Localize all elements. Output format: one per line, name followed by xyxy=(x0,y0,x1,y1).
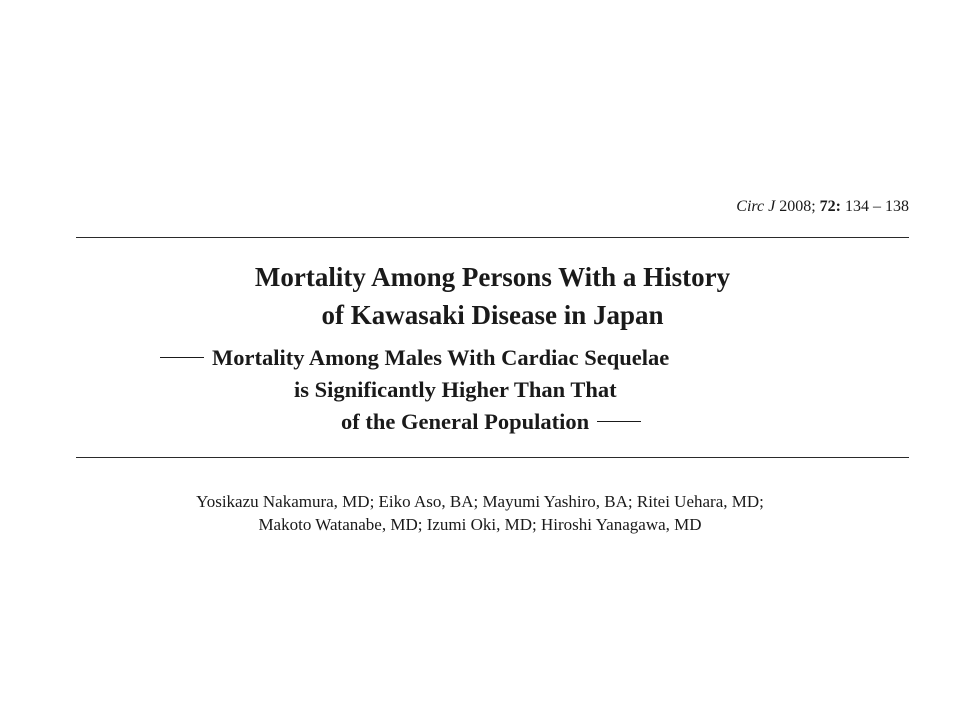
authors-line-2: Makoto Watanabe, MD; Izumi Oki, MD; Hiroshi Yanagawa, MD xyxy=(258,515,702,534)
subtitle-line-3: of the General Population xyxy=(341,409,590,434)
volume-number: 72: xyxy=(819,198,841,215)
citation xyxy=(736,197,909,217)
subtitle-line-2-wrap xyxy=(294,374,617,406)
leading-dash xyxy=(160,357,204,358)
authors-line-1: Yosikazu Nakamura, MD; Eiko Aso, BA; Mayumi Yashiro, BA; Ritei Uehara, MD; xyxy=(196,492,764,511)
subtitle-line-1-wrap xyxy=(160,342,669,374)
subtitle-line-3-wrap xyxy=(341,406,641,438)
page-range: 134 – 138 xyxy=(845,198,909,215)
trailing-dash xyxy=(597,421,641,422)
subtitle-line-2: is Significantly Higher Than That xyxy=(294,377,617,402)
author-list xyxy=(0,490,960,536)
journal-name: Circ J xyxy=(736,198,776,215)
title-line-1: Mortality Among Persons With a History xyxy=(254,262,731,292)
title-line-2: of Kawasaki Disease in Japan xyxy=(321,300,664,330)
top-rule xyxy=(76,237,909,238)
subtitle-line-1: Mortality Among Males With Cardiac Sequelae xyxy=(212,345,670,370)
publication-year: 2008; xyxy=(779,198,816,215)
article-title xyxy=(76,258,909,334)
bottom-rule xyxy=(76,457,909,458)
